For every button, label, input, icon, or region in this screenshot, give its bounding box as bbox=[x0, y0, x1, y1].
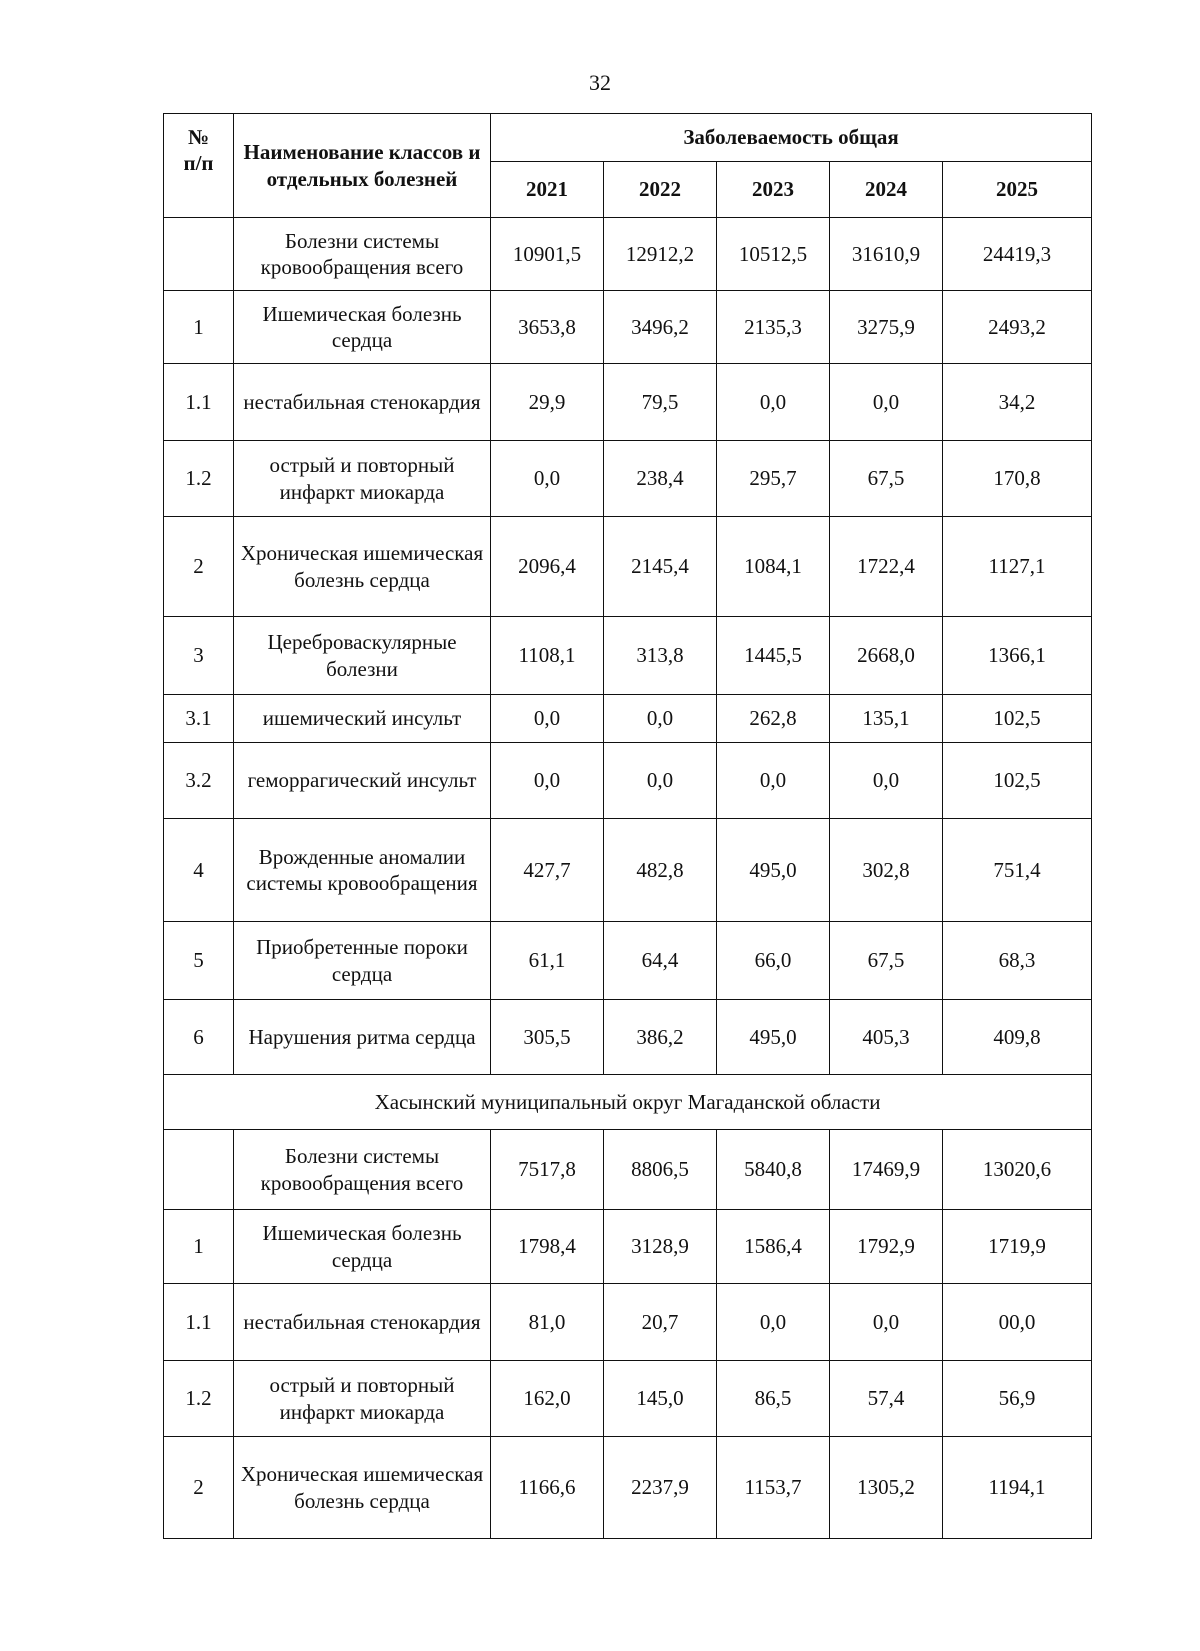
row-value: 427,7 bbox=[491, 819, 604, 922]
row-value: 3128,9 bbox=[604, 1210, 717, 1284]
header-year: 2024 bbox=[830, 162, 943, 218]
row-value: 302,8 bbox=[830, 819, 943, 922]
row-value: 0,0 bbox=[830, 364, 943, 441]
row-value: 1719,9 bbox=[943, 1210, 1092, 1284]
row-name: нестабильная стенокардия bbox=[234, 364, 491, 441]
row-value: 495,0 bbox=[717, 819, 830, 922]
row-value: 66,0 bbox=[717, 922, 830, 1000]
row-value: 313,8 bbox=[604, 617, 717, 695]
row-name: Болезни системы кровообращения всего bbox=[234, 1130, 491, 1210]
header-name: Наименование классов и отдельных болезней bbox=[234, 114, 491, 218]
row-value: 386,2 bbox=[604, 1000, 717, 1075]
row-value: 162,0 bbox=[491, 1361, 604, 1437]
row-name: геморрагический инсульт bbox=[234, 743, 491, 819]
row-value: 238,4 bbox=[604, 441, 717, 517]
header-year: 2022 bbox=[604, 162, 717, 218]
table-row bbox=[164, 218, 1092, 291]
header-year: 2025 bbox=[943, 162, 1092, 218]
row-num: 6 bbox=[164, 1000, 234, 1075]
row-name: Ишемическая болезнь сердца bbox=[234, 1210, 491, 1284]
header-num: № п/п bbox=[164, 114, 234, 218]
row-value: 1153,7 bbox=[717, 1437, 830, 1539]
row-num: 3.1 bbox=[164, 695, 234, 743]
row-value: 0,0 bbox=[491, 441, 604, 517]
row-name: нестабильная стенокардия bbox=[234, 1284, 491, 1361]
header-group-title: Заболеваемость общая bbox=[491, 114, 1092, 162]
row-value: 1445,5 bbox=[717, 617, 830, 695]
row-value: 24419,3 bbox=[943, 218, 1092, 291]
row-value: 2135,3 bbox=[717, 291, 830, 364]
table-row bbox=[164, 1130, 1092, 1210]
row-value: 0,0 bbox=[830, 1284, 943, 1361]
row-name: Болезни системы кровообращения всего bbox=[234, 218, 491, 291]
row-value: 64,4 bbox=[604, 922, 717, 1000]
row-value: 0,0 bbox=[491, 743, 604, 819]
row-value: 0,0 bbox=[830, 743, 943, 819]
row-value: 17469,9 bbox=[830, 1130, 943, 1210]
table-row bbox=[164, 1361, 1092, 1437]
row-value: 61,1 bbox=[491, 922, 604, 1000]
row-value: 12912,2 bbox=[604, 218, 717, 291]
row-value: 0,0 bbox=[604, 695, 717, 743]
row-num bbox=[164, 218, 234, 291]
row-num: 2 bbox=[164, 517, 234, 617]
row-value: 1084,1 bbox=[717, 517, 830, 617]
row-num: 4 bbox=[164, 819, 234, 922]
row-num: 3.2 bbox=[164, 743, 234, 819]
row-value: 409,8 bbox=[943, 1000, 1092, 1075]
row-value: 0,0 bbox=[491, 695, 604, 743]
row-value: 0,0 bbox=[717, 743, 830, 819]
table-row bbox=[164, 291, 1092, 364]
table-row bbox=[164, 617, 1092, 695]
row-name: Ишемическая болезнь сердца bbox=[234, 291, 491, 364]
section-title: Хасынский муниципальный округ Магаданской области bbox=[164, 1075, 1092, 1130]
row-value: 7517,8 bbox=[491, 1130, 604, 1210]
row-value: 2096,4 bbox=[491, 517, 604, 617]
table-row bbox=[164, 1284, 1092, 1361]
table-row bbox=[164, 1210, 1092, 1284]
table-row bbox=[164, 922, 1092, 1000]
row-value: 1305,2 bbox=[830, 1437, 943, 1539]
row-value: 305,5 bbox=[491, 1000, 604, 1075]
row-value: 3653,8 bbox=[491, 291, 604, 364]
header-year: 2023 bbox=[717, 162, 830, 218]
row-value: 20,7 bbox=[604, 1284, 717, 1361]
table-row bbox=[164, 364, 1092, 441]
table-row bbox=[164, 1437, 1092, 1539]
row-name: Цереброваскулярные болезни bbox=[234, 617, 491, 695]
section-row bbox=[164, 1075, 1092, 1130]
row-value: 170,8 bbox=[943, 441, 1092, 517]
header-year: 2021 bbox=[491, 162, 604, 218]
row-value: 1792,9 bbox=[830, 1210, 943, 1284]
row-value: 2237,9 bbox=[604, 1437, 717, 1539]
table-row bbox=[164, 743, 1092, 819]
row-name: Врожденные аномалии системы кровообращения bbox=[234, 819, 491, 922]
row-value: 751,4 bbox=[943, 819, 1092, 922]
row-value: 10901,5 bbox=[491, 218, 604, 291]
morbidity-table bbox=[163, 113, 1092, 1539]
table-body bbox=[164, 218, 1092, 1539]
row-value: 1194,1 bbox=[943, 1437, 1092, 1539]
row-value: 79,5 bbox=[604, 364, 717, 441]
table-row bbox=[164, 441, 1092, 517]
row-value: 1722,4 bbox=[830, 517, 943, 617]
row-value: 68,3 bbox=[943, 922, 1092, 1000]
row-value: 3275,9 bbox=[830, 291, 943, 364]
table-row bbox=[164, 517, 1092, 617]
row-value: 29,9 bbox=[491, 364, 604, 441]
row-value: 1366,1 bbox=[943, 617, 1092, 695]
row-value: 81,0 bbox=[491, 1284, 604, 1361]
table-row bbox=[164, 819, 1092, 922]
row-value: 3496,2 bbox=[604, 291, 717, 364]
row-num: 1.1 bbox=[164, 1284, 234, 1361]
row-value: 1586,4 bbox=[717, 1210, 830, 1284]
row-value: 295,7 bbox=[717, 441, 830, 517]
row-name: острый и повторный инфаркт миокарда bbox=[234, 1361, 491, 1437]
row-value: 1108,1 bbox=[491, 617, 604, 695]
row-value: 145,0 bbox=[604, 1361, 717, 1437]
row-value: 5840,8 bbox=[717, 1130, 830, 1210]
row-num: 1 bbox=[164, 291, 234, 364]
row-value: 00,0 bbox=[943, 1284, 1092, 1361]
table-row bbox=[164, 1000, 1092, 1075]
row-value: 2668,0 bbox=[830, 617, 943, 695]
row-name: ишемический инсульт bbox=[234, 695, 491, 743]
row-value: 1166,6 bbox=[491, 1437, 604, 1539]
row-num: 1 bbox=[164, 1210, 234, 1284]
row-value: 67,5 bbox=[830, 922, 943, 1000]
row-num: 5 bbox=[164, 922, 234, 1000]
row-name: острый и повторный инфаркт миокарда bbox=[234, 441, 491, 517]
row-num: 1.1 bbox=[164, 364, 234, 441]
row-value: 0,0 bbox=[717, 364, 830, 441]
row-value: 405,3 bbox=[830, 1000, 943, 1075]
row-value: 56,9 bbox=[943, 1361, 1092, 1437]
row-value: 86,5 bbox=[717, 1361, 830, 1437]
row-num: 2 bbox=[164, 1437, 234, 1539]
row-num: 1.2 bbox=[164, 1361, 234, 1437]
row-num: 3 bbox=[164, 617, 234, 695]
row-value: 8806,5 bbox=[604, 1130, 717, 1210]
page-number: 32 bbox=[589, 70, 611, 95]
row-value: 0,0 bbox=[717, 1284, 830, 1361]
row-name: Хроническая ишемическая болезнь сердца bbox=[234, 517, 491, 617]
table-row bbox=[164, 695, 1092, 743]
row-value: 2493,2 bbox=[943, 291, 1092, 364]
row-value: 0,0 bbox=[604, 743, 717, 819]
row-value: 102,5 bbox=[943, 695, 1092, 743]
row-value: 2145,4 bbox=[604, 517, 717, 617]
row-name: Хроническая ишемическая болезнь сердца bbox=[234, 1437, 491, 1539]
row-value: 135,1 bbox=[830, 695, 943, 743]
row-value: 495,0 bbox=[717, 1000, 830, 1075]
row-value: 1798,4 bbox=[491, 1210, 604, 1284]
row-num bbox=[164, 1130, 234, 1210]
row-value: 34,2 bbox=[943, 364, 1092, 441]
row-value: 482,8 bbox=[604, 819, 717, 922]
row-value: 10512,5 bbox=[717, 218, 830, 291]
row-value: 13020,6 bbox=[943, 1130, 1092, 1210]
row-num: 1.2 bbox=[164, 441, 234, 517]
row-name: Нарушения ритма сердца bbox=[234, 1000, 491, 1075]
row-value: 31610,9 bbox=[830, 218, 943, 291]
row-value: 1127,1 bbox=[943, 517, 1092, 617]
row-value: 102,5 bbox=[943, 743, 1092, 819]
row-value: 67,5 bbox=[830, 441, 943, 517]
row-value: 57,4 bbox=[830, 1361, 943, 1437]
row-value: 262,8 bbox=[717, 695, 830, 743]
row-name: Приобретенные пороки сердца bbox=[234, 922, 491, 1000]
